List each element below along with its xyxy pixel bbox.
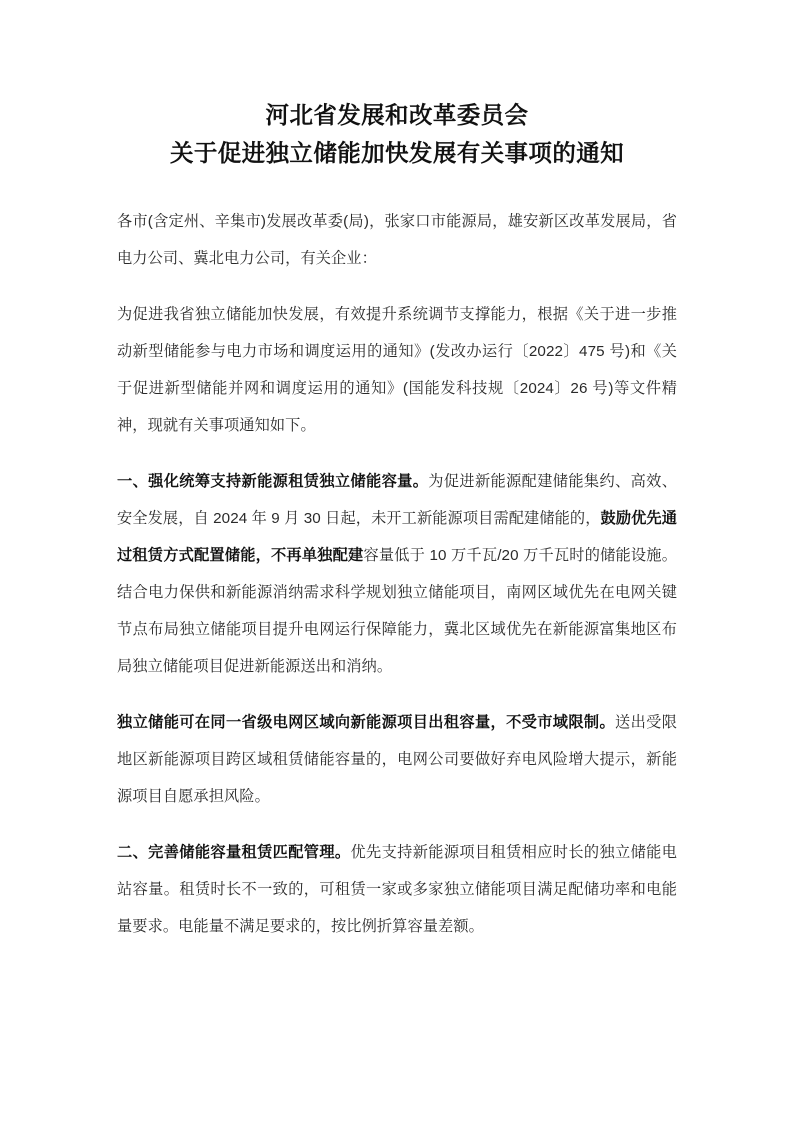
text-run: 为促进新能源配建储能集约、高效、安全发展，自 2024 年 9 月 30 日起，未开工新能源项目需配建储能的， bbox=[117, 473, 677, 527]
paragraph-recipients bbox=[117, 203, 677, 277]
text-run: 优先支持新能源项目租赁相应时长的独立储能电站容量。租赁时长不一致的，可租赁一家或多家独立储能项目满足配储功率和电能量要求。电能量不满足要求的，按比例折算容量差额。 bbox=[117, 844, 677, 935]
text-run: 容量低于 10 万千瓦/20 万千瓦时的储能设施。结合电力保供和新能源消纳需求科学规划独立储能项目，南网区域优先在电网关键节点布局独立储能项目提升电网运行保障能力，冀北区域优先在新能源富集地区布局独立储能项目促进新能源送出和消纳。 bbox=[117, 547, 677, 675]
paragraph-section-one bbox=[117, 463, 677, 685]
text-run-emphasis: 一、强化统筹支持新能源租赁独立储能容量。 bbox=[117, 473, 429, 490]
text-run: 送出受限地区新能源项目跨区域租赁储能容量的，电网公司要做好弃电风险增大提示，新能源项目自愿承担风险。 bbox=[117, 714, 677, 805]
text-run: 为促进我省独立储能加快发展，有效提升系统调节支撑能力，根据《关于进一步推动新型储能参与电力市场和调度运用的通知》(发改办运行〔2022〕475 号)和《关于促进新型储能并网和调度运用的通知》(国能发科技规〔2024〕26 号)等文件精神，现就有关事项通知如下。 bbox=[117, 306, 677, 434]
document-body bbox=[117, 0, 677, 945]
text-run-emphasis: 独立储能可在同一省级电网区域向新能源项目出租容量，不受市域限制。 bbox=[117, 714, 616, 731]
paragraph-section-one-b bbox=[117, 704, 677, 815]
text-run-emphasis: 鼓励优先通过租赁方式配置储能，不再单独配建 bbox=[117, 510, 678, 564]
text-run-emphasis: 二、完善储能容量租赁匹配管理。 bbox=[117, 844, 351, 861]
title-line-2: 关于促进独立储能加快发展有关事项的通知 bbox=[169, 140, 625, 166]
paragraph-preamble bbox=[117, 296, 677, 444]
paragraph-container bbox=[117, 203, 677, 945]
paragraph-section-two bbox=[117, 834, 677, 945]
document-title bbox=[117, 96, 677, 172]
title-line-1: 河北省发展和改革委员会 bbox=[265, 102, 529, 128]
text-run: 各市(含定州、辛集市)发展改革委(局)，张家口市能源局，雄安新区改革发展局，省电力公司、冀北电力公司，有关企业： bbox=[117, 213, 677, 267]
